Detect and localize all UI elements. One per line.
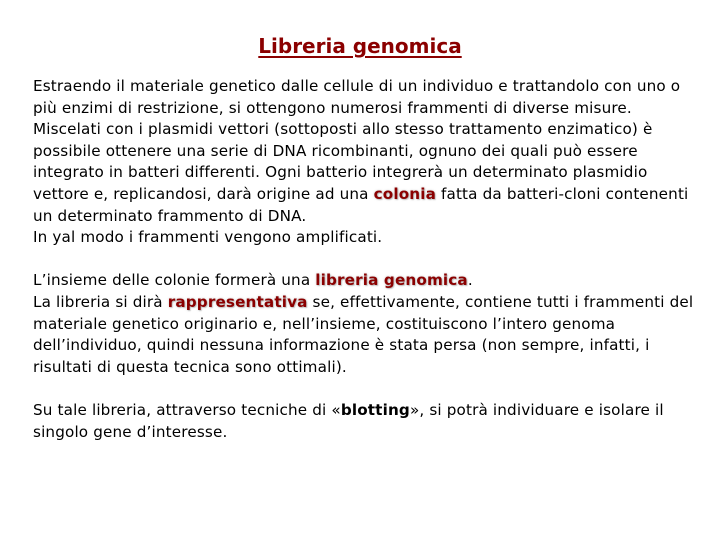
paragraph-library-definition <box>33 270 703 292</box>
paragraph-extraction-text: Estraendo il materiale genetico dalle cellule di un individuo e trattandolo con uno o più enzimi di restrizione, si ottengono numerosi frammenti di diverse misure. Miscelati con i plasmidi vettori (sottoposti allo stesso trattamento enzimatico) è possibile ottenere una serie di DNA ricombinanti, ognuno dei quali può essere integrato in batteri differenti. Ogni batterio integrerà un determinato plasmidio vettore e, replicandosi, darà origine ad una <box>33 77 681 203</box>
paragraph-representative-text-end: se, effettivamente, contiene tutti i frammenti del materiale genetico originario e, nell’insieme, costituiscono l’intero genoma dell’individuo, quindi nessuna informazione è stata persa (non sempre, infatti, i risultati di questa tecnica sono ottimali). <box>33 292 694 376</box>
term-rappresentativa: rappresentativa <box>167 292 308 311</box>
paragraph-blotting <box>33 400 703 443</box>
term-libreria-genomica: libreria genomica <box>315 271 468 290</box>
paragraph-representative-text: La libreria si dirà <box>33 292 168 311</box>
term-colonia: colonia <box>373 184 437 203</box>
paragraph-spacer <box>33 249 703 271</box>
paragraph-blotting-text-end: », si potrà individuare e isolare il singolo gene d’interesse. <box>33 400 664 441</box>
slide-title: Libreria genomica <box>258 34 462 58</box>
slide-body <box>33 76 703 443</box>
paragraph-representative <box>33 292 703 378</box>
term-blotting: blotting <box>340 400 410 419</box>
paragraph-extraction-text-end: fatta da batteri-cloni contenenti un determinato frammento di DNA. <box>33 184 689 225</box>
paragraph-library-text: L’insieme delle colonie formerà una <box>33 271 316 290</box>
paragraph-amplification: In yal modo i frammenti vengono amplificati. <box>33 228 383 247</box>
paragraph-extraction <box>33 76 703 227</box>
paragraph-library-period: . <box>467 271 473 290</box>
paragraph-spacer <box>33 378 703 400</box>
paragraph-blotting-text: Su tale libreria, attraverso tecniche di « <box>33 400 341 419</box>
